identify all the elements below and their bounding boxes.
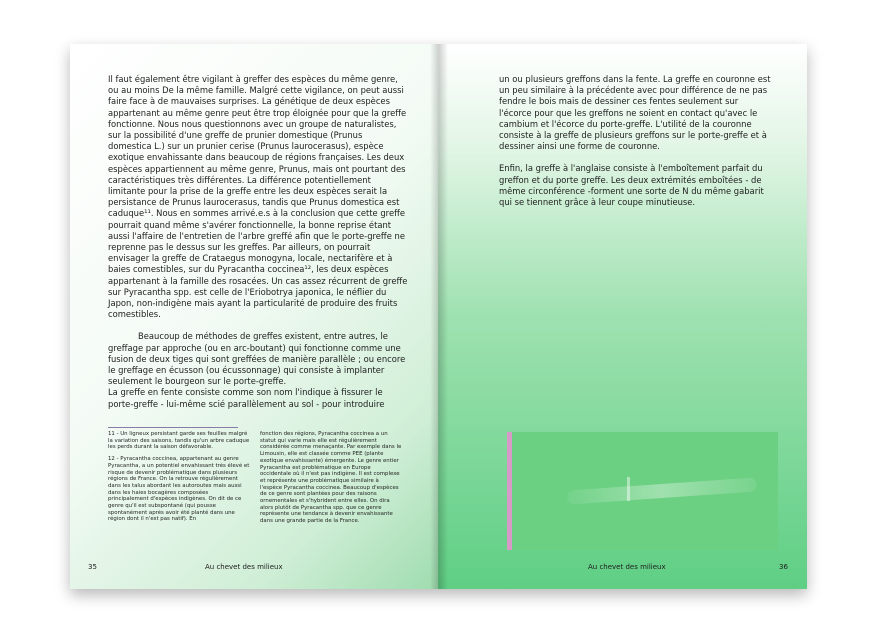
running-head-right: Au chevet des milieux [588, 563, 666, 571]
left-paragraph-2: Beaucoup de méthodes de greffes existent, entre autres, le greffage par approche (ou en arc-boutant) qui fonctionne comme une fusion de deux tiges qui sont greffées de manière parallèle ; ou encore le greffage en écusson (ou écussonnage) qui consiste à implanter seulement le bourgeon sur le porte-greffe. [108, 331, 406, 387]
page-number-left: 35 [88, 563, 97, 571]
right-paragraph-2: Enfin, la greffe à l'anglaise consiste à l'emboîtement parfait du greffon et du porte greffe. Les deux extrémités emboîtées - de même circonférence -forment une sorte de N du même gabarit qui se tiennent grâce à leur coupe minutieuse. [499, 163, 764, 208]
footnote-12-continued: fonction des régions, Pyracantha coccinea a un statut qui varie mais elle est régulièrement considérée comme menaçante. Par exemple dans le Limousin, elle est classée comme PEE (plante exotique envahissante) émergente. Le genre entier Pyracantha est problématique en Europe occidentale où il n'est pas indigène. Il est complexe et représente une problématique similaire à l'espèce Pyracantha coccinea. Beaucoup d'espèces de ce genre sont plantées pour des raisons ornementales et s'hybrident entre elles. On dira alors plutôt de Pyracantha spp. que ce genre représente une tendance à devenir envahissante dans une grande partie de la France. [260, 431, 402, 525]
footnotes-column-left [108, 431, 250, 528]
branch-silhouette [567, 477, 758, 504]
footnotes-column-right [260, 431, 402, 530]
pink-accent-bar [507, 432, 512, 550]
graft-joint-mark [627, 477, 630, 501]
footnote-rule [108, 427, 238, 428]
left-paragraph-3: La greffe en fente consiste comme son nom l'indique à fissurer le porte-greffe - lui-même scié parallèlement au sol - pour introduire [108, 387, 385, 409]
left-body-text [108, 74, 408, 410]
graft-illustration [507, 432, 778, 550]
running-head-left: Au chevet des milieux [205, 563, 283, 571]
left-page [70, 44, 438, 589]
right-body-text [499, 74, 771, 208]
right-paragraph-1: un ou plusieurs greffons dans la fente. La greffe en couronne est un peu similaire à la précédente avec pour différence de ne pas fendre le bois mais de dessiner ces fentes seulement sur l'écorce pour que les greffons ne soient en contact qu'avec le cambium et l'écorce du porte-greffe. L'utilité de la couronne consiste à la greffe de plusieurs greffons sur le porte-greffe et à dessiner ainsi une forme de couronne. [499, 74, 771, 152]
book-spread [70, 44, 807, 589]
footnote-11: 11 - Un ligneux persistant garde ses feuilles malgré la variation des saisons, tandis qu'un arbre caduque les perds durant la saison défavorable. [108, 431, 250, 451]
left-paragraph-1: Il faut également être vigilant à greffer des espèces du même genre, ou au moins De la même famille. Malgré cette vigilance, on peut aussi faire face à de mauvaises surprises. La génétique de deux espèces appartenant au même genre peut être trop éloignée pour que la greffe fonctionne. Nous nous questionnons avec un groupe de naturalistes, sur la possibilité d'une greffe de prunier domestique (Prunus domestica L.) sur un prunier cerise (Prunus laurocerasus), espèce exotique envahissante dans beaucoup de régions françaises. Les deux espèces appartiennent au même genre, Prunus, mais ont pourtant des caractéristiques très différentes. La différence potentiellement limitante pour la prise de la greffe entre les deux espèces serait la persistance de Prunus laurocerasus, tandis que Prunus domestica est caduque¹¹. Nous en sommes arrivé.e.s à la conclusion que cette greffe pourrait quand même s'avérer fonctionnelle, la bonne reprise étant aussi l'affaire de l'entretien de l'arbre greffé afin que le porte-greffe ne reprenne pas le dessus sur les greffes. Par ailleurs, on pourrait envisager la greffe de Crataegus monogyna, locale, nectarifère et à baies comestibles, sur du Pyracantha coccinea¹², les deux espèces appartenant à la famille des rosacées. Un cas assez récurrent de greffe sur Pyracantha spp. est celle de l'Eriobotrya japonica, le néflier du Japon, non-indigène mais ayant la particularité de produire des fruits comestibles. [108, 74, 408, 320]
right-page [438, 44, 807, 589]
page-number-right: 36 [779, 563, 788, 571]
footnote-12: 12 - Pyracantha coccinea, appartenant au genre Pyracantha, a un potentiel envahissant très élevé et risque de devenir problématique dans plusieurs régions de France. On la retrouve régulièrement dans les talus abordant les autoroutes mais aussi dans les haies bocagères composées principalement d'espèces indigènes. On dit de ce genre qu'il est subspontané (qui pousse spontanément après avoir été planté dans une région dont il n'est pas natif). En [108, 456, 250, 523]
book-gutter [430, 44, 448, 589]
